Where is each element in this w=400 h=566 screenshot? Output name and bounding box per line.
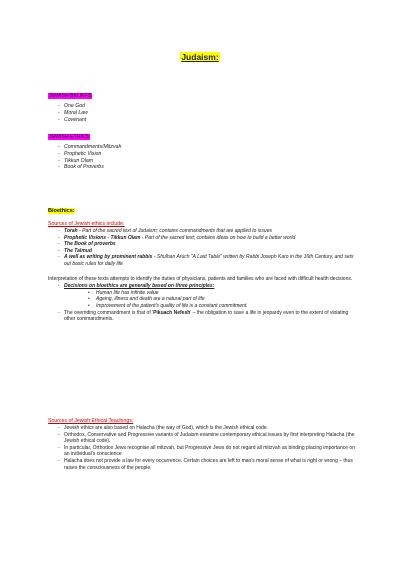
list-item: • Improvement of the patient's quality of life is a constant commitment. <box>48 303 360 310</box>
jewish-beliefs-list <box>48 103 360 123</box>
list-item: - The overriding commandment is that of 'Pikuach Nefesh' – the obligation to save a life in jeopardy even to the extent of violating other commandments. <box>48 310 360 323</box>
overriding-block <box>48 310 360 323</box>
list-item: - In particular, Orthodox Jews recognise all mitzvah, but Progressive Jews do not regard all mitzvah as binding placing importance on an individual's conscience <box>48 445 360 458</box>
interpretation-paragraph: Interpretation of these texts attempts to identify the duties of physicians, patients and families who are faced with difficult health decisions. <box>48 275 353 282</box>
list-item <box>48 283 360 290</box>
sources-heading: Sources of Jewish ethics include: <box>48 221 125 227</box>
list-item: - Torah - Part of the sacred text of Judaism; contains commandments that are applied to issues <box>48 228 360 235</box>
list-item: - One God <box>48 103 360 110</box>
ethical-teachings-section <box>48 418 360 471</box>
list-item: - Book of Proverbs <box>48 164 360 171</box>
bioethics-heading: Bioethics: <box>48 208 75 214</box>
list-item: - The Talmud <box>48 248 360 255</box>
list-item: - Prophetic Vision <box>48 151 360 158</box>
list-item: - Prophetic Visions - Tikkun Olam - Part of the sacred text; contains ideas on how to build a better world <box>48 235 360 242</box>
jewish-ethics-list <box>48 144 360 171</box>
list-item: - The Book of proverbs <box>48 241 360 248</box>
page-title <box>0 52 400 63</box>
principles-heading: Decisions on bioethics are generally based on three principles: <box>64 283 215 290</box>
jewish-ethics-heading: JEWISH ETHICS <box>49 134 90 140</box>
list-item: - A well as writing by prominent rabbis - Shulhan Aruch "A Laid Table" written by Rabbi Joseph Karo in the 16th Century, and sets out basic rules for daily life <box>48 254 360 267</box>
ethical-teachings-list <box>48 425 360 471</box>
ethical-teachings-heading: Sources of Jewish Ethical Teachings: <box>48 418 134 424</box>
sources-list <box>48 228 360 268</box>
principles-block <box>48 283 360 290</box>
list-item: • Human life has infinite value <box>48 290 360 297</box>
jewish-beliefs-section <box>48 84 360 123</box>
list-item: - Halacha does not provide a law for every occurrence. Certain choices are left to man's moral sense of what is right or wrong – thus raises the consciousness of the people. <box>48 458 360 471</box>
list-item: - Commandments/Mitzvah <box>48 144 360 151</box>
list-item: - Orthodox, Conservative and Progressive variants of Judaism examine contemporary ethical issues by first interpreting Halacha (the Jewish ethical code). <box>48 432 360 445</box>
list-item: - Tikkun Olam <box>48 158 360 165</box>
jewish-beliefs-heading: JEWISH BELIEFS <box>49 93 92 99</box>
list-item: - Jewish ethics are also based on Halacha (the way of God), which is the Jewish ethical code. <box>48 425 360 432</box>
list-item: - Moral Law <box>48 110 360 117</box>
list-item: • Ageing, illness and death are a natural part of life <box>48 296 360 303</box>
list-item: - Covenant <box>48 117 360 124</box>
bioethics-section <box>48 208 360 323</box>
principles-list <box>48 290 360 310</box>
jewish-ethics-section <box>48 125 360 171</box>
page-title-text: Judaism: <box>181 52 219 62</box>
